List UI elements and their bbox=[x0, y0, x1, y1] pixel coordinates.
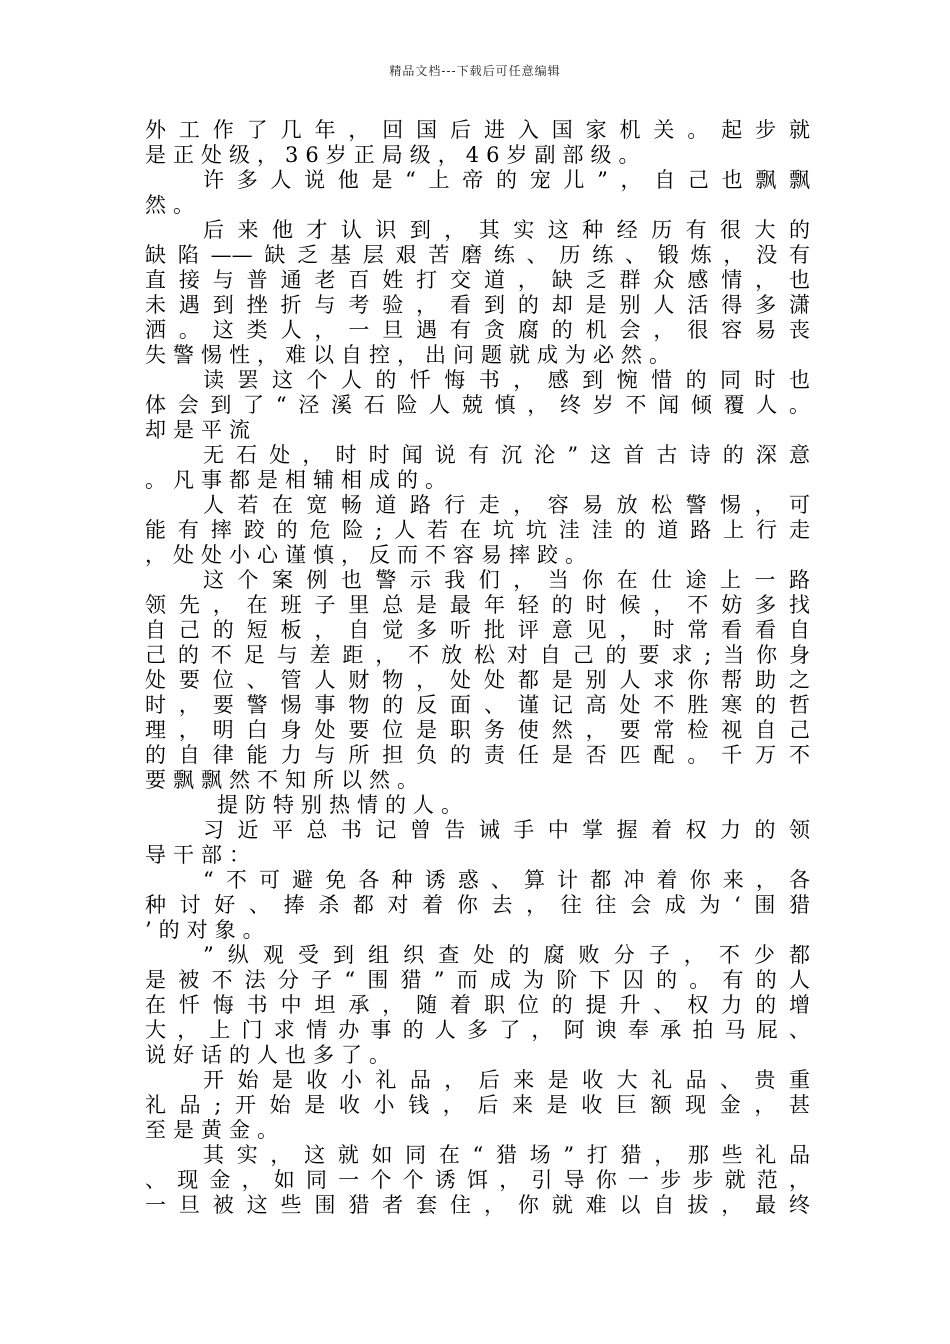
text-line: 读罢这个人的忏悔书，感到惋惜的同时也 bbox=[203, 368, 810, 392]
document-body bbox=[145, 118, 810, 1218]
text-line: 是正处级，36岁正局级，46岁副部级。 bbox=[145, 143, 647, 167]
text-line: 能有摔跤的危险;人若在坑坑洼洼的道路上行走 bbox=[145, 518, 810, 542]
text-line: 领先，在班子里总是最年轻的时候，不妨多找 bbox=[145, 593, 810, 617]
text-line: 人若在宽畅道路行走，容易放松警惕，可 bbox=[203, 493, 810, 517]
text-line: 无石处，时时闻说有沉沦”这首古诗的深意 bbox=[203, 443, 810, 467]
text-line: 缺陷——缺乏基层艰苦磨练、历练、锻炼，没有 bbox=[145, 243, 810, 267]
text-line: 其实，这就如同在“猎场”打猎，那些礼品 bbox=[203, 1143, 810, 1167]
text-line: 导干部： bbox=[145, 843, 257, 867]
text-line: “不可避免各种诱惑、算计都冲着你来，各 bbox=[203, 868, 810, 892]
text-line: 说好话的人也多了。 bbox=[145, 1043, 397, 1067]
text-line: 然。 bbox=[145, 193, 201, 217]
text-line: ，处处小心谨慎，反而不容易摔跤。 bbox=[145, 543, 593, 567]
text-line: 自己的短板，自觉多听批评意见，时常看看自 bbox=[145, 618, 810, 642]
text-line: 理，明白身处要位是职务使然，要常检视自己 bbox=[145, 718, 810, 742]
text-line: 的自律能力与所担负的责任是否匹配。千万不 bbox=[145, 743, 810, 767]
text-line: 这个案例也警示我们，当你在仕途上一路 bbox=[203, 568, 810, 592]
text-line: 礼品;开始是收小钱，后来是收巨额现金，甚 bbox=[145, 1093, 810, 1117]
text-line: 开始是收小礼品，后来是收大礼品、贵重 bbox=[203, 1068, 810, 1092]
text-line: 是被不法分子“围猎”而成为阶下囚的。有的人 bbox=[145, 968, 810, 992]
text-line: 失警惕性，难以自控，出问题就成为必然。 bbox=[145, 343, 677, 367]
text-line: 、现金，如同一个个诱饵，引导你一步步就范， bbox=[145, 1168, 810, 1192]
text-line: 在忏悔书中坦承，随着职位的提升、权力的增 bbox=[145, 993, 810, 1017]
text-line: 种讨好、捧杀都对着你去，往往会成为‘围猎 bbox=[145, 893, 810, 917]
text-line: 未遇到挫折与考验，看到的却是别人活得多潇 bbox=[145, 293, 810, 317]
text-line: 大，上门求情办事的人多了，阿谀奉承拍马屁、 bbox=[145, 1018, 810, 1042]
text-line: 体会到了“泾溪石险人兢慎，终岁不闻倾覆人。 bbox=[145, 393, 810, 417]
text-line: 要飘飘然不知所以然。 bbox=[145, 768, 425, 792]
text-line: 时，要警惕事物的反面、谨记高处不胜寒的哲 bbox=[145, 693, 810, 717]
text-line: 洒。这类人，一旦遇有贪腐的机会，很容易丧 bbox=[145, 318, 810, 342]
text-line: 后来他才认识到，其实这种经历有很大的 bbox=[203, 218, 810, 242]
text-line: 直接与普通老百姓打交道，缺乏群众感情，也 bbox=[145, 268, 810, 292]
text-line: 却是平流 bbox=[145, 418, 257, 442]
page-header: 精品文档---下载后可任意编辑 bbox=[389, 64, 561, 78]
text-line: 许多人说他是“上帝的宠儿”，自己也飘飘 bbox=[203, 168, 810, 192]
text-line: 。凡事都是相辅相成的。 bbox=[145, 468, 453, 492]
text-line: 习近平总书记曾告诫手中掌握着权力的领 bbox=[203, 818, 810, 842]
text-line: 己的不足与差距，不放松对自己的要求;当你身 bbox=[145, 643, 810, 667]
text-line: 外工作了几年，回国后进入国家机关。起步就 bbox=[145, 118, 810, 142]
text-line: 提防特别热情的人。 bbox=[217, 793, 469, 817]
text-line: 一旦被这些围猎者套住，你就难以自拔，最终 bbox=[145, 1193, 810, 1217]
text-line: 处要位、管人财物，处处都是别人求你帮助之 bbox=[145, 668, 810, 692]
text-line: 至是黄金。 bbox=[145, 1118, 285, 1142]
text-line: ’的对象。 bbox=[145, 918, 271, 942]
text-line: ”纵观受到组织查处的腐败分子，不少都 bbox=[203, 943, 810, 967]
